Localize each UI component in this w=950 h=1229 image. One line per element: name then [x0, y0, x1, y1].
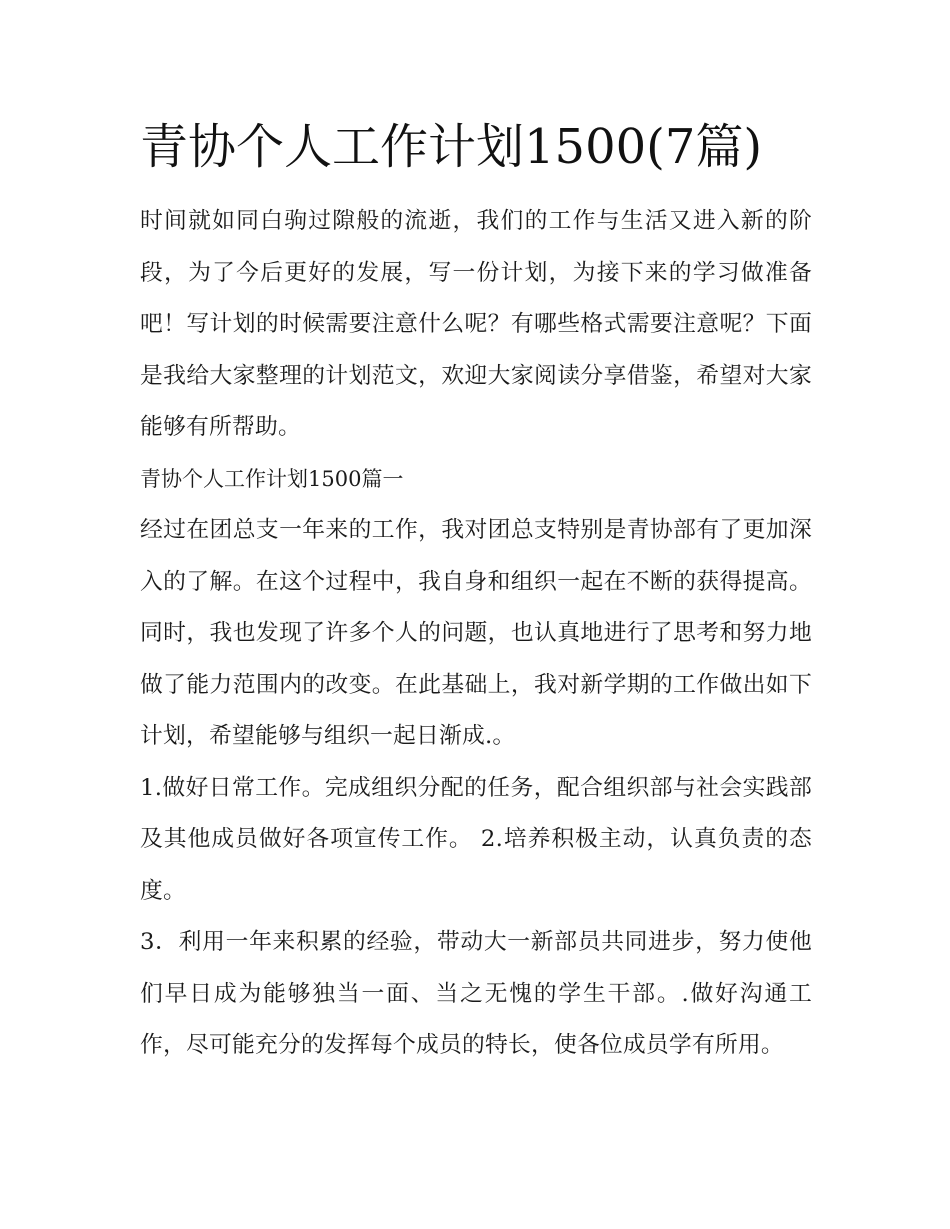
body-paragraph-3: 3．利用一年来积累的经验，带动大一新部员共同进步，努力使他们早日成为能够独当一面、当之无愧的学生干部。.做好沟通工作，尽可能充分的发挥每个成员的特长，使各位成员学有所用。: [140, 929, 812, 1058]
body-paragraph-1: 经过在团总支一年来的工作，我对团总支特别是青协部有了更加深入的了解。在这个过程中，我自身和组织一起在不断的获得提高。同时，我也发现了许多个人的问题，也认真地进行了思考和努力地做了能力范围内的改变。在此基础上，我对新学期的工作做出如下计划，希望能够与组织一起日渐成.。: [140, 517, 812, 749]
section-heading: 青协个人工作计划1500篇一: [140, 466, 404, 491]
document-body: [140, 112, 812, 1072]
intro-paragraph: 时间就如同白驹过隙般的流逝，我们的工作与生活又进入新的阶段，为了今后更好的发展，写一份计划，为接下来的学习做准备吧！写计划的时候需要注意什么呢？有哪些格式需要注意呢？下面是我给大家整理的计划范文，欢迎大家阅读分享借鉴，希望对大家能够有所帮助。: [140, 208, 812, 440]
body-paragraph-2: 1.做好日常工作。完成组织分配的任务，配合组织部与社会实践部及其他成员做好各项宣传工作。 2.培养积极主动，认真负责的态度。: [140, 774, 812, 904]
document-title: 青协个人工作计划1500(7篇): [140, 119, 763, 175]
